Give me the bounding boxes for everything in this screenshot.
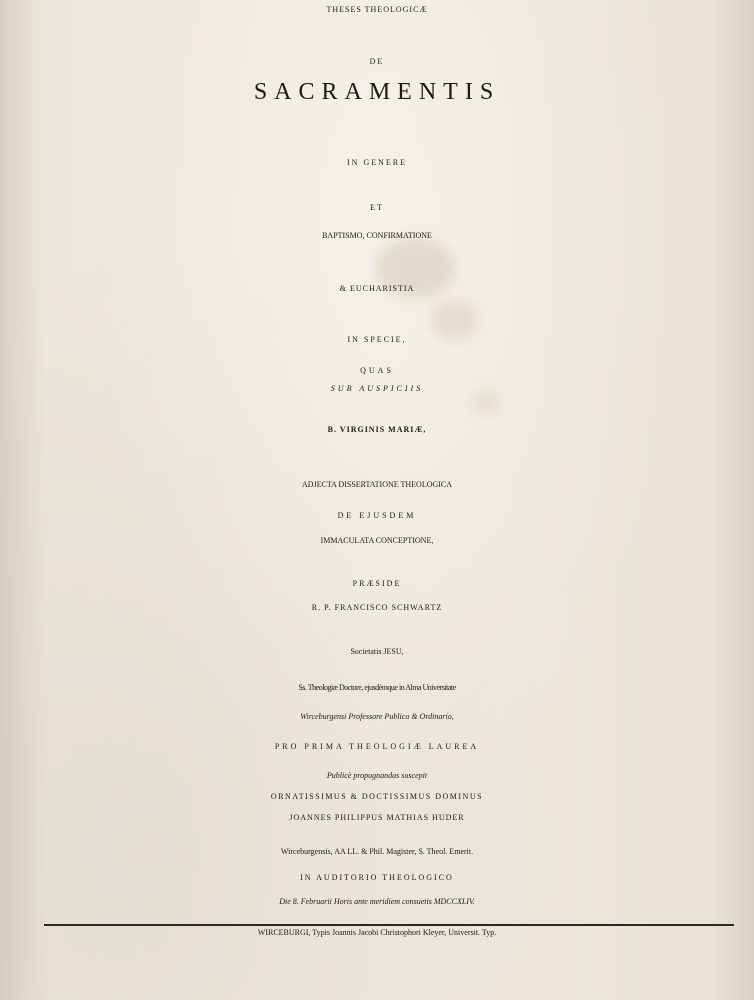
title-line-virginis-mariae: B. VIRGINIS MARIÆ, bbox=[327, 425, 427, 434]
title-line-in-genere: IN GENERE bbox=[347, 158, 407, 167]
title-line-de: DE bbox=[369, 57, 385, 66]
title-line-baptismo: BAPTISMO, CONFIRMATIONE bbox=[322, 231, 432, 240]
title-line-huder: JOANNES PHILIPPUS MATHIAS HUDER bbox=[289, 813, 465, 822]
title-line-in-specie: IN SPECIE, bbox=[347, 335, 407, 344]
title-line-theses: THESES THEOLOGICÆ bbox=[326, 5, 428, 14]
foxing-stain bbox=[430, 300, 478, 340]
title-line-dissertatione: ADJECTA DISSERTATIONE THEOLOGICA bbox=[301, 480, 453, 489]
title-line-dominus: ORNATISSIMUS & DOCTISSIMUS DOMINUS bbox=[270, 792, 484, 801]
title-line-eucharistia: & EUCHARISTIA bbox=[339, 284, 415, 293]
title-line-schwartz: R. P. FRANCISCO SCHWARTZ bbox=[311, 603, 443, 612]
title-line-doctore: Ss. Theologiæ Doctore, ejusdémque in Alma Universitate bbox=[298, 683, 456, 692]
title-line-sacramentis: SACRAMENTIS bbox=[253, 79, 501, 105]
title-line-immaculata: IMMACULATA CONCEPTIONE, bbox=[320, 536, 434, 545]
foxing-stain bbox=[470, 390, 500, 414]
title-line-societatis: Societatis JESU, bbox=[350, 647, 404, 656]
title-line-quas: QUAS bbox=[360, 366, 394, 375]
title-line-de-ejusdem: DE EJUSDEM bbox=[337, 511, 417, 520]
title-line-suscepit: Publicè propugnandas suscepit bbox=[326, 771, 428, 780]
imprint-line: WIRCEBURGI, Typis Joannis Jacobi Christophori Kleyer, Universit. Typ. bbox=[257, 928, 497, 937]
divider-rule bbox=[44, 924, 734, 926]
title-line-praeside: PRÆSIDE bbox=[352, 579, 402, 588]
title-line-professore: Wirceburgensi Professore Publico & Ordinario, bbox=[300, 712, 454, 721]
title-line-auditorio: IN AUDITORIO THEOLOGICO bbox=[300, 873, 454, 882]
title-line-date: Die 8. Februarii Horis ante meridiem consuetis MDCCXLIV. bbox=[279, 897, 475, 906]
title-line-et: ET bbox=[370, 203, 384, 212]
title-line-magister: Wirceburgensis, AA LL. & Phil. Magister, S. Theol. Emerit. bbox=[280, 847, 474, 856]
title-line-laurea: PRO PRIMA THEOLOGIÆ LAUREA bbox=[274, 742, 480, 751]
title-line-sub-auspiciis: SUB AUSPICIIS bbox=[330, 384, 424, 393]
